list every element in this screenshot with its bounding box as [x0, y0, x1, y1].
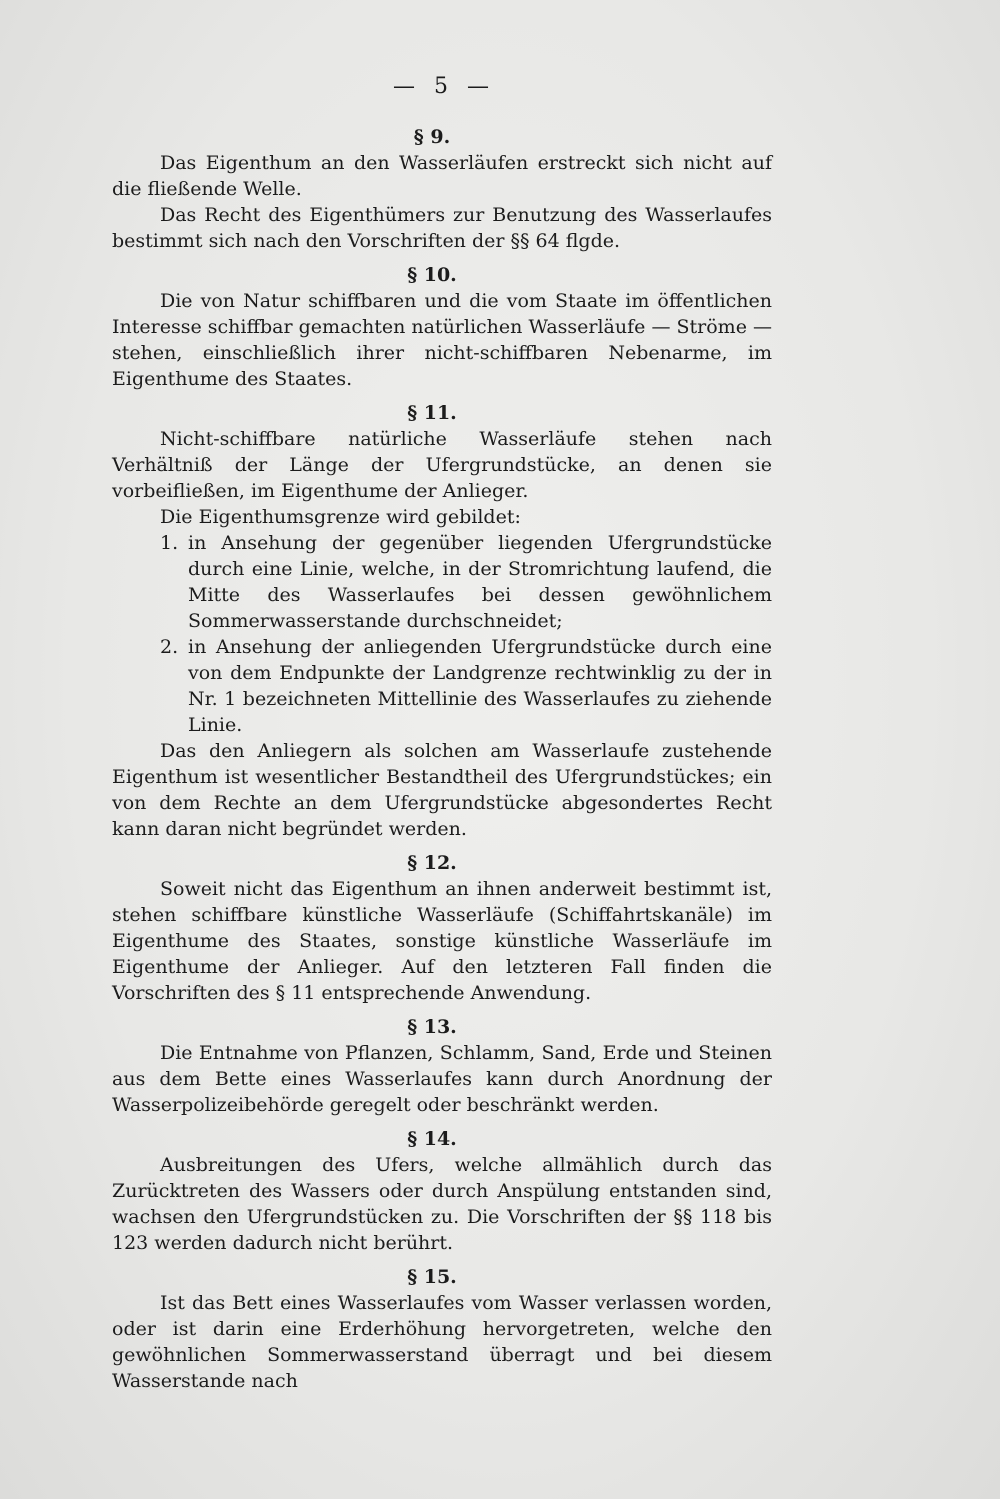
paragraph: Soweit nicht das Eigenthum an ihnen anderweit bestimmt ist, stehen schiffbare künstliche Wasserläufe (Schiffahrtskanäle) im Eigenthume des Staates, sonstige künstliche Wasserläufe im Eigenthume der Anlieger. Auf den letzteren Fall finden die Vorschriften des § 11 entsprechende Anwendung. [112, 878, 772, 1004]
section-heading: § 14. [407, 1128, 457, 1150]
paragraph: Das den Anliegern als solchen am Wasserlaufe zustehende Eigenthum ist wesentlicher Bestandtheil des Ufergrundstückes; ein von dem Rechte an dem Ufergrundstücke abgesondertes Recht kann daran nicht begründet werden. [112, 740, 772, 840]
paragraph: Die von Natur schiffbaren und die vom Staate im öffentlichen Interesse schiffbar gemachten natürlichen Wasserläufe — Ströme — stehen, einschließlich ihrer nicht-schiffbaren Nebenarme, im Eigenthume des Staates. [112, 290, 772, 390]
section-heading: § 15. [407, 1266, 457, 1288]
section-heading: § 13. [407, 1016, 457, 1038]
enumerated-list [112, 530, 772, 738]
paragraph: Das Recht des Eigenthümers zur Benutzung des Wasserlaufes bestimmt sich nach den Vorschriften der §§ 64 flgde. [112, 204, 772, 252]
section-heading: § 9. [413, 126, 451, 148]
paragraph: Ist das Bett eines Wasserlaufes vom Wasser verlassen worden, oder ist darin eine Erderhöhung hervorgetreten, welche den gewöhnlichen Sommerwasserstand überragt und bei diesem Wasserstande nach [112, 1292, 772, 1392]
paragraph: Das Eigenthum an den Wasserläufen erstreckt sich nicht auf die fließende Welle. [112, 152, 772, 200]
page-number: — 5 — [393, 74, 495, 99]
paragraph: Ausbreitungen des Ufers, welche allmählich durch das Zurücktreten des Wassers oder durch Anspülung entstanden sind, wachsen den Ufergrundstücken zu. Die Vorschriften der §§ 118 bis 123 werden dadurch nicht berührt. [112, 1154, 772, 1254]
text-body [112, 124, 772, 1394]
paragraph: Die Eigenthumsgrenze wird gebildet: [160, 506, 521, 528]
paragraph: Nicht-schiffbare natürliche Wasserläufe stehen nach Verhältniß der Länge der Ufergrundstücke, an denen sie vorbeifließen, im Eigenthume der Anlieger. [112, 428, 772, 502]
list-text: in Ansehung der gegenüber liegenden Ufergrundstücke durch eine Linie, welche, in der Stromrichtung laufend, die Mitte des Wasserlaufes bei dessen gewöhnlichem Sommerwasserstande durchschneidet; [188, 532, 772, 632]
paragraph: Die Entnahme von Pflanzen, Schlamm, Sand, Erde und Steinen aus dem Bette eines Wasserlaufes kann durch Anordnung der Wasserpolizeibehörde geregelt oder beschränkt werden. [112, 1042, 772, 1116]
list-text: in Ansehung der anliegenden Ufergrundstücke durch eine von dem Endpunkte der Landgrenze rechtwinklig zu der in Nr. 1 bezeichneten Mittellinie des Wasserlaufes zu ziehende Linie. [188, 636, 772, 736]
list-number: 2. [160, 636, 179, 658]
section-heading: § 10. [407, 264, 457, 286]
section-heading: § 12. [407, 852, 457, 874]
list-item [160, 530, 772, 634]
section-heading: § 11. [407, 402, 457, 424]
list-number: 1. [160, 532, 179, 554]
list-item [160, 634, 772, 738]
